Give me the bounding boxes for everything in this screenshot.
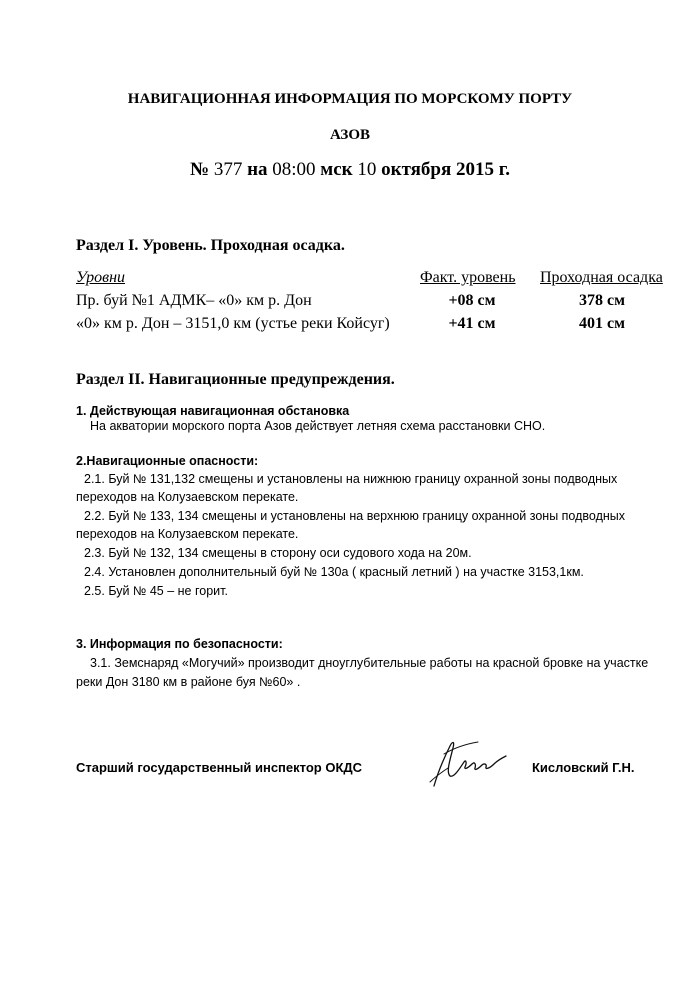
issue-time: 08:00	[272, 159, 316, 180]
hazard-2-4: 2.4. Установлен дополнительный буй № 130а ( красный летний ) на участке 3153,1км.	[84, 565, 584, 579]
hazard-2-3: 2.3. Буй № 132, 134 смещены в сторону оси судового хода на 20м.	[84, 546, 472, 560]
issue-tz: мск	[320, 159, 353, 180]
issue-suffix: г.	[498, 159, 511, 180]
section1-title: Раздел I. Уровень. Проходная осадка.	[76, 237, 345, 254]
table-row-fact: +08 см	[448, 292, 496, 309]
hazard-2-1-line2: переходов на Колузаевском перекате.	[76, 490, 299, 504]
signer-name: Кисловский Г.Н.	[532, 760, 635, 775]
section2-title: Раздел II. Навигационные предупреждения.	[76, 371, 395, 388]
hazard-2-2-line1: 2.2. Буй № 133, 134 смещены и установлены на верхнюю границу охранной зоны подводных	[84, 509, 626, 523]
document-title: НАВИГАЦИОННАЯ ИНФОРМАЦИЯ ПО МОРСКОМУ ПОРТУ	[127, 91, 573, 107]
signer-position: Старший государственный инспектор ОКДС	[76, 760, 363, 775]
handwritten-signature	[420, 732, 520, 790]
issue-at: на	[247, 159, 268, 180]
table-row-location: Пр. буй №1 АДМК– «0» км р. Дон	[76, 292, 312, 309]
item2-title: 2.Навигационные опасности:	[76, 454, 259, 468]
issue-year: 2015	[456, 159, 495, 180]
table-row-fact: +41 см	[448, 315, 496, 332]
issue-number: 377	[213, 159, 243, 180]
issue-month: октября	[381, 159, 452, 180]
document-title-port: АЗОВ	[329, 127, 371, 143]
hazard-2-1-line1: 2.1. Буй № 131,132 смещены и установлены на нижнюю границу охранной зоны подводных	[84, 472, 618, 486]
hazard-2-5: 2.5. Буй № 45 – не горит.	[84, 584, 228, 598]
safety-3-1-line2: реки Дон 3180 км в районе буя №60» .	[76, 675, 301, 689]
issue-no-sign: №	[189, 159, 210, 180]
issue-line	[0, 159, 700, 181]
issue-day: 10	[357, 159, 377, 180]
levels-header: Уровни	[76, 269, 126, 286]
item3-title: 3. Информация по безопасности:	[76, 637, 283, 651]
fact-level-header: Факт. уровень	[420, 269, 516, 286]
draft-header: Проходная осадка	[540, 269, 663, 286]
safety-3-1-line1: 3.1. Земснаряд «Могучий» производит дноуглубительные работы на красной бровке на участке	[90, 656, 649, 670]
item1-text: На акватории морского порта Азов действует летняя схема расстановки СНО.	[90, 419, 546, 433]
item1-title: 1. Действующая навигационная обстановка	[76, 404, 350, 418]
table-row-draft: 401 см	[579, 315, 625, 332]
table-row-location: «0» км р. Дон – 3151,0 км (устье реки Койсуг)	[76, 315, 390, 332]
table-row-draft: 378 см	[579, 292, 625, 309]
hazard-2-2-line2: переходов на Колузаевском перекате.	[76, 527, 299, 541]
